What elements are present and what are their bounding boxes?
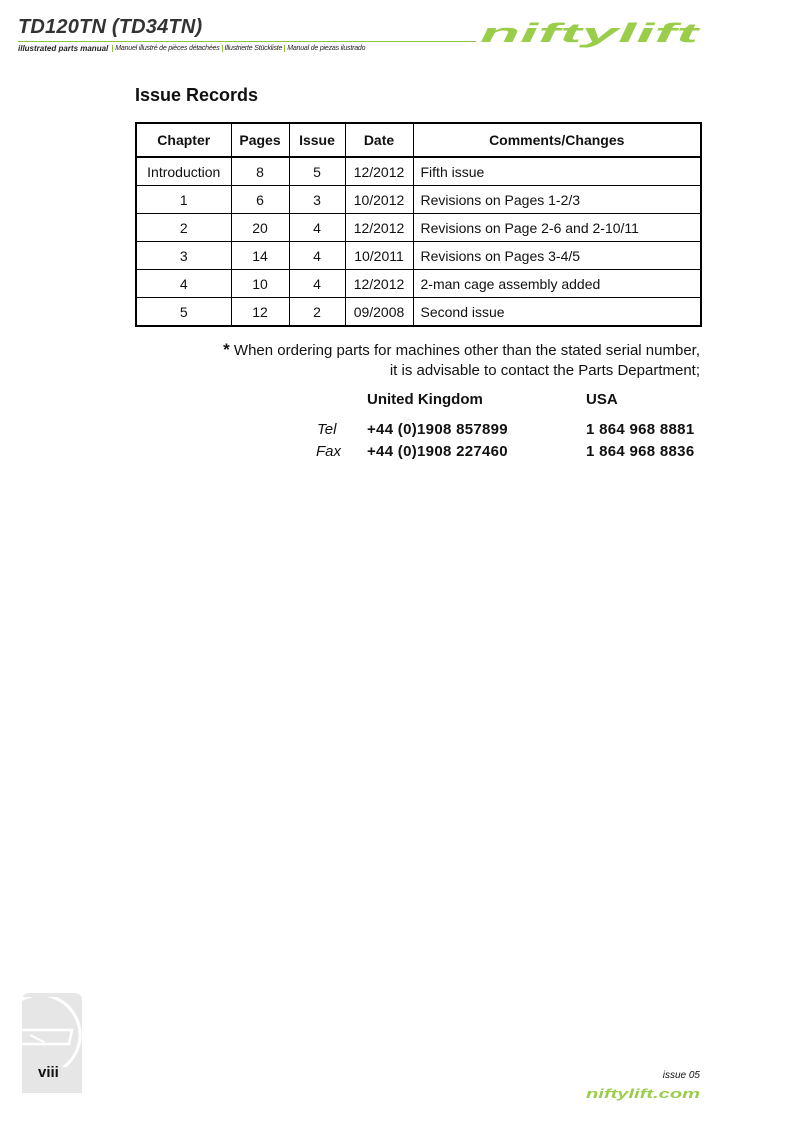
cell-date: 10/2011 xyxy=(345,242,413,270)
note-line-1-text: When ordering parts for machines other than the stated serial number, xyxy=(233,342,700,359)
document-title: TD120TN (TD34TN) xyxy=(18,16,203,38)
subtitle-german: Illustrierte Stückliste xyxy=(222,45,285,52)
cell-comment: Revisions on Page 2-6 and 2-10/11 xyxy=(413,214,701,242)
cell-chapter: Introduction xyxy=(136,157,231,186)
logo-text: niftylift xyxy=(480,18,701,48)
cell-issue: 4 xyxy=(289,242,345,270)
page-number: viii xyxy=(38,1064,59,1081)
issue-records-table xyxy=(135,122,702,327)
note-line-2: it is advisable to contact the Parts Department; xyxy=(389,362,700,379)
usa-tel: 1 864 968 8881 xyxy=(586,421,695,438)
table-row xyxy=(136,157,701,186)
note-line-1 xyxy=(160,340,700,361)
uk-tel: +44 (0)1908 857899 xyxy=(367,421,508,438)
cell-issue: 3 xyxy=(289,186,345,214)
cell-chapter: 3 xyxy=(136,242,231,270)
cell-issue: 4 xyxy=(289,270,345,298)
column-header-comments: Comments/Changes xyxy=(413,123,701,157)
cell-date: 12/2012 xyxy=(345,214,413,242)
column-header-pages: Pages xyxy=(231,123,289,157)
cell-pages: 20 xyxy=(231,214,289,242)
cell-date: 10/2012 xyxy=(345,186,413,214)
cell-date: 09/2008 xyxy=(345,298,413,327)
footer-logo-text: niftylift.com xyxy=(586,1086,701,1101)
cell-comment: Revisions on Pages 1-2/3 xyxy=(413,186,701,214)
cell-chapter: 4 xyxy=(136,270,231,298)
usa-fax: 1 864 968 8836 xyxy=(586,443,695,460)
usa-heading: USA xyxy=(586,391,618,408)
cell-issue: 2 xyxy=(289,298,345,327)
cell-comment: Second issue xyxy=(413,298,701,327)
uk-fax: +44 (0)1908 227460 xyxy=(367,443,508,460)
column-header-issue: Issue xyxy=(289,123,345,157)
subtitle-main: illustrated parts manual xyxy=(18,44,109,53)
column-header-chapter: Chapter xyxy=(136,123,231,157)
cell-comment: Fifth issue xyxy=(413,157,701,186)
subtitle-bar xyxy=(18,44,367,53)
section-title: Issue Records xyxy=(135,85,259,105)
table-row xyxy=(136,270,701,298)
cell-comment: 2-man cage assembly added xyxy=(413,270,701,298)
uk-heading: United Kingdom xyxy=(367,391,483,408)
niftylift-footer-logo xyxy=(585,1085,703,1101)
subtitle-spanish: Manual de piezas ilustrado xyxy=(284,45,367,52)
cell-pages: 10 xyxy=(231,270,289,298)
title-rule xyxy=(18,41,476,42)
table-row xyxy=(136,298,701,327)
table-header-row xyxy=(136,123,701,157)
cell-chapter: 5 xyxy=(136,298,231,327)
cell-pages: 8 xyxy=(231,157,289,186)
asterisk: * xyxy=(223,340,230,359)
cell-issue: 5 xyxy=(289,157,345,186)
cell-issue: 4 xyxy=(289,214,345,242)
table-row xyxy=(136,214,701,242)
cell-date: 12/2012 xyxy=(345,157,413,186)
cell-pages: 6 xyxy=(231,186,289,214)
niftylift-logo xyxy=(478,18,703,50)
subtitle-french: Manuel illustré de pièces détachées xyxy=(112,45,221,52)
cell-chapter: 2 xyxy=(136,214,231,242)
table-row xyxy=(136,242,701,270)
ordering-note xyxy=(160,340,700,381)
cell-chapter: 1 xyxy=(136,186,231,214)
table-row xyxy=(136,186,701,214)
cell-comment: Revisions on Pages 3-4/5 xyxy=(413,242,701,270)
platform-icon xyxy=(22,997,82,1067)
cell-pages: 14 xyxy=(231,242,289,270)
cell-date: 12/2012 xyxy=(345,270,413,298)
column-header-date: Date xyxy=(345,123,413,157)
cell-pages: 12 xyxy=(231,298,289,327)
issue-label: issue 05 xyxy=(662,1070,700,1081)
fax-label: Fax xyxy=(316,443,342,460)
tel-label: Tel xyxy=(317,421,337,438)
